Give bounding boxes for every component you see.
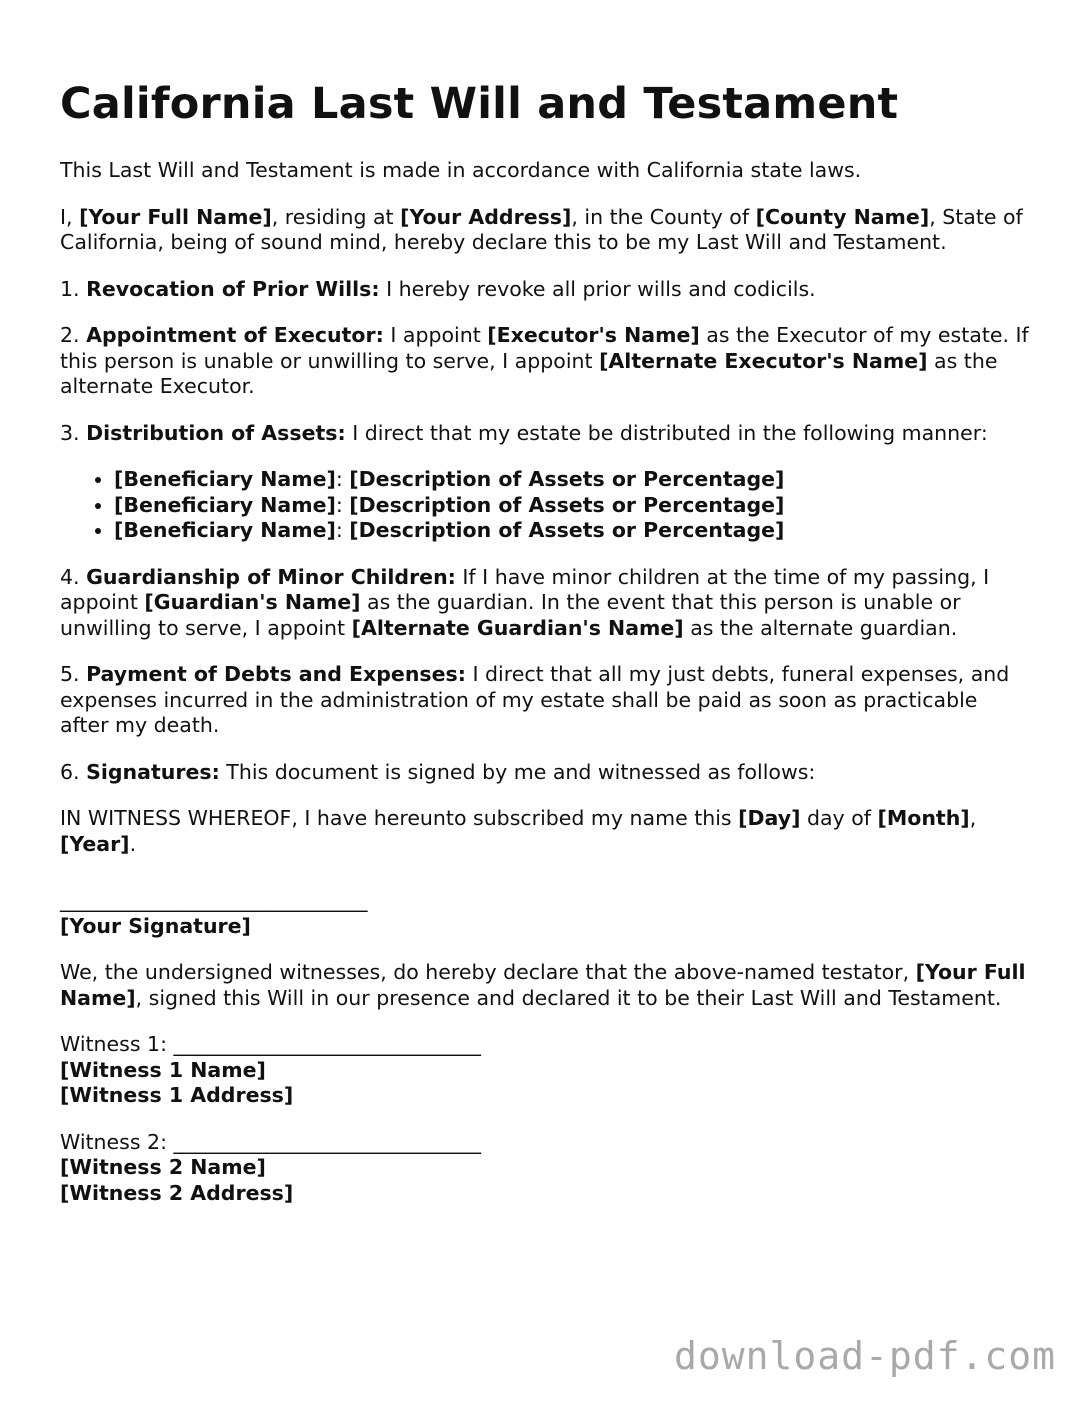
signature-label: [Your Signature] [60, 913, 251, 938]
witness-label: Witness 1: [60, 1032, 174, 1056]
section-number: 2. [60, 323, 87, 347]
text: I, [60, 204, 80, 229]
assets-placeholder: [Description of Assets or Percentage] [349, 467, 785, 491]
section-guardianship [60, 565, 1030, 642]
text: . [129, 831, 137, 856]
year-placeholder: [Year] [60, 831, 130, 856]
list-item [114, 493, 1030, 519]
section-heading: Appointment of Executor: [86, 323, 384, 347]
address-placeholder: [Your Address] [400, 204, 572, 229]
text: , [969, 806, 977, 830]
section-heading: Distribution of Assets: [86, 420, 346, 445]
witness-name-placeholder: [Witness 1 Name] [60, 1057, 266, 1082]
testator-signature-block [60, 888, 1030, 939]
section-heading: Payment of Debts and Expenses: [86, 662, 466, 686]
section-executor [60, 323, 1030, 400]
document-title: California Last Will and Testament [60, 79, 899, 129]
section-number: 6. [60, 759, 87, 784]
beneficiary-name-placeholder: [Beneficiary Name] [114, 492, 336, 517]
witness-address-placeholder: [Witness 2 Address] [60, 1180, 294, 1205]
alternate-guardian-placeholder: [Alternate Guardian's Name] [351, 615, 684, 640]
signature-line[interactable]: ______________________________ [60, 888, 368, 912]
section-number: 1. [60, 276, 87, 301]
day-placeholder: [Day] [738, 806, 801, 830]
witness-2-block [60, 1130, 1030, 1207]
beneficiary-name-placeholder: [Beneficiary Name] [114, 467, 336, 491]
section-signatures [60, 760, 1030, 786]
testator-name-placeholder: [Your Full Name] [60, 960, 1026, 1010]
section-text: I direct that all my just debts, funeral expenses, and expenses incurred in the administration of my estate shall be paid as soon as practicable after my death. [60, 662, 1010, 737]
witness-label: Witness 2: [60, 1129, 174, 1154]
county-placeholder: [County Name] [755, 204, 930, 229]
section-text: I hereby revoke all prior wills and codicils. [379, 276, 816, 301]
will-document [60, 78, 1030, 1227]
alternate-executor-placeholder: [Alternate Executor's Name] [599, 348, 928, 373]
declaration-paragraph [60, 205, 1030, 256]
section-heading: Revocation of Prior Wills: [86, 276, 380, 301]
text: , signed this Will in our presence and declared it to be their Last Will and Testament. [135, 985, 1002, 1010]
section-revocation [60, 277, 1030, 303]
separator: : [335, 518, 350, 542]
section-distribution [60, 421, 1030, 447]
section-text: as the alternate guardian. [683, 615, 958, 640]
section-text: I direct that my estate be distributed in the following manner: [345, 420, 988, 445]
list-item [114, 467, 1030, 493]
witness-address-placeholder: [Witness 1 Address] [60, 1083, 294, 1107]
witness-signature-line[interactable]: ______________________________ [173, 1032, 482, 1056]
separator: : [335, 492, 350, 517]
section-text: I appoint [383, 323, 488, 347]
attestation-paragraph [60, 960, 1030, 1011]
section-number: 4. [60, 564, 87, 589]
watermark: download-pdf.com [673, 1334, 1056, 1378]
section-text: If I have minor children at the time of my passing, I appoint [60, 564, 990, 614]
beneficiary-list [60, 467, 1030, 544]
witness-1-block [60, 1032, 1030, 1109]
section-text: This document is signed by me and witnessed as follows: [219, 759, 816, 784]
witness-signature-line[interactable]: ______________________________ [173, 1129, 482, 1154]
section-debts [60, 662, 1030, 739]
section-text: as the guardian. In the event that this person is unable or unwilling to serve, I appoint [60, 590, 961, 640]
text: , residing at [271, 204, 401, 229]
separator: : [335, 467, 350, 491]
witness-whereof-paragraph [60, 806, 1030, 857]
section-number: 5. [60, 662, 87, 686]
text: , in the County of [571, 204, 756, 229]
intro-paragraph: This Last Will and Testament is made in accordance with California state laws. [60, 158, 862, 182]
assets-placeholder: [Description of Assets or Percentage] [349, 492, 785, 517]
text: IN WITNESS WHEREOF, I have hereunto subscribed my name this [60, 806, 739, 830]
section-number: 3. [60, 420, 87, 445]
section-heading: Signatures: [86, 759, 220, 784]
section-heading: Guardianship of Minor Children: [86, 564, 456, 589]
section-text: as the Executor of my estate. If this person is unable or unwilling to serve, I appoint [60, 323, 1029, 373]
month-placeholder: [Month] [877, 806, 970, 830]
text: We, the undersigned witnesses, do hereby declare that the above-named testator, [60, 960, 916, 984]
text: , State of California, being of sound mind, hereby declare this to be my Last Will and Testament. [60, 204, 1023, 254]
section-text: as the alternate Executor. [60, 348, 998, 398]
list-item [114, 518, 1030, 544]
text: day of [800, 806, 878, 830]
executor-name-placeholder: [Executor's Name] [487, 323, 700, 347]
guardian-name-placeholder: [Guardian's Name] [144, 590, 361, 614]
testator-name-placeholder: [Your Full Name] [79, 204, 272, 229]
witness-name-placeholder: [Witness 2 Name] [60, 1155, 266, 1179]
beneficiary-name-placeholder: [Beneficiary Name] [114, 518, 336, 542]
assets-placeholder: [Description of Assets or Percentage] [349, 518, 785, 542]
